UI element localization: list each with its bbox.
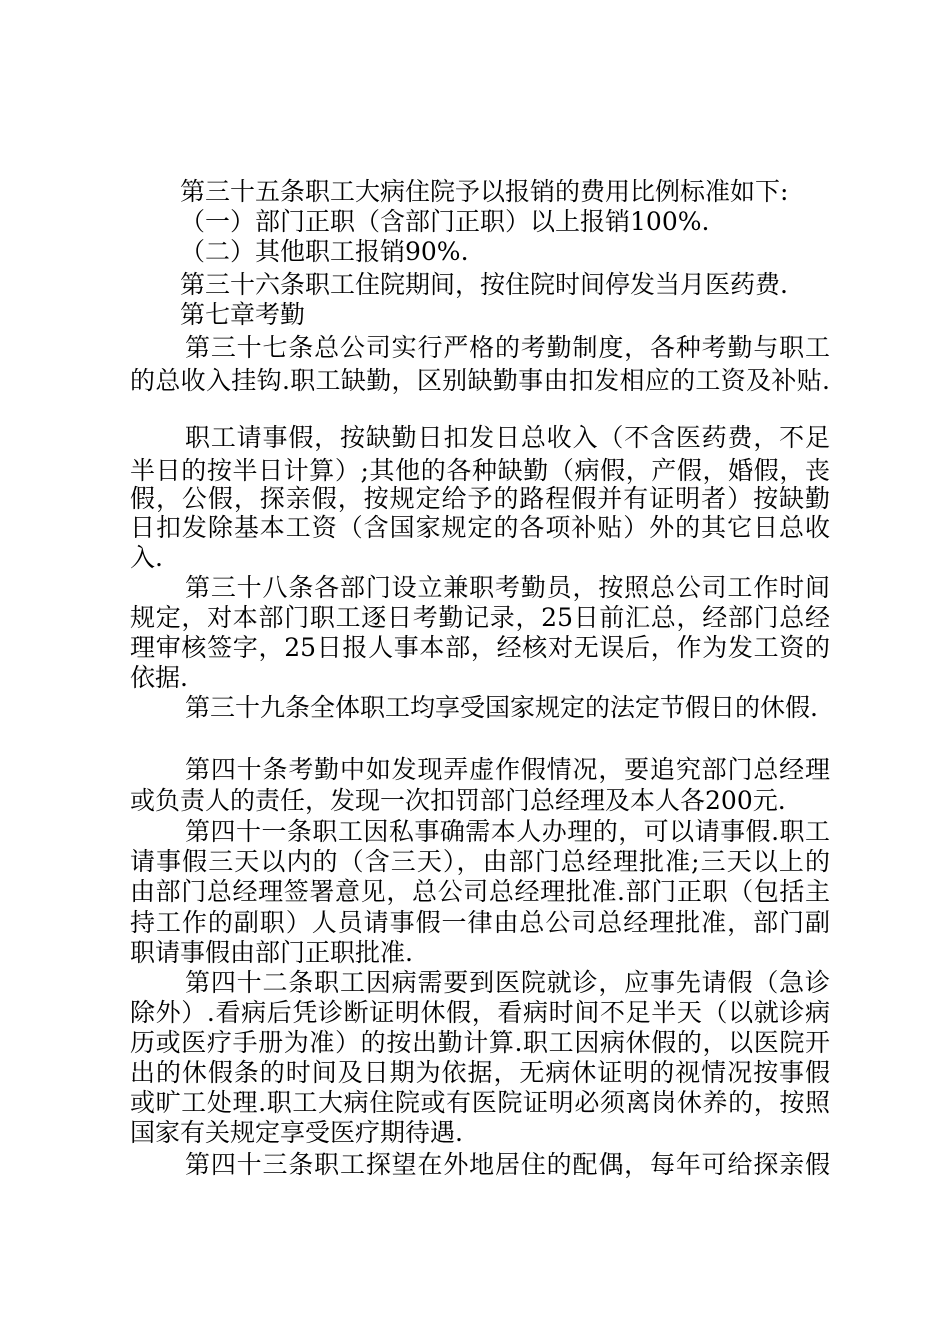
text-line-11: 日扣发除基本工资（含国家规定的各项补贴）外的其它日总收: [130, 513, 830, 542]
text-line-7: 的总收入挂钩.职工缺勤，区别缺勤事由扣发相应的工资及补贴.: [130, 366, 830, 395]
text-line-19: 或负责人的责任，发现一次扣罚部门总经理及本人各200元.: [130, 786, 786, 815]
text-line-24: 职请事假由部门正职批准.: [130, 938, 413, 967]
chapter-heading: 第七章考勤: [180, 300, 306, 329]
text-line-27: 历或医疗手册为准）的按出勤计算.职工因病休假的，以医院开: [130, 1028, 830, 1057]
text-line-28: 出的休假条的时间及日期为依据，无病休证明的视情况按事假: [130, 1058, 830, 1087]
text-line-31: 第四十三条职工探望在外地居住的配偶，每年可给探亲假: [185, 1150, 830, 1179]
text-line-13: 第三十八条各部门设立兼职考勤员，按照总公司工作时间: [185, 573, 830, 602]
text-line-15: 理审核签字，25日报人事本部，经核对无误后，作为发工资的: [130, 633, 830, 662]
text-line-6: 第三十七条总公司实行严格的考勤制度，各种考勤与职工: [185, 333, 830, 362]
text-line-29: 或旷工处理.职工大病住院或有医院证明必须离岗休养的，按照: [130, 1088, 830, 1117]
text-line-10: 假，公假，探亲假，按规定给予的路程假并有证明者）按缺勤: [130, 484, 830, 513]
text-line-14: 规定，对本部门职工逐日考勤记录，25日前汇总，经部门总经: [130, 603, 830, 632]
text-line-8: 职工请事假，按缺勤日扣发日总收入（不含医药费，不足: [185, 423, 830, 452]
text-line-4: 第三十六条职工住院期间，按住院时间停发当月医药费.: [180, 270, 788, 299]
text-line-2: （一）部门正职（含部门正职）以上报销100%.: [180, 207, 710, 236]
text-line-23: 持工作的副职）人员请事假一律由总公司总经理批准，部门副: [130, 908, 830, 937]
text-line-16: 依据.: [130, 663, 188, 692]
text-line-18: 第四十条考勤中如发现弄虚作假情况，要追究部门总经理: [185, 755, 830, 784]
text-line-22: 由部门总经理签署意见，总公司总经理批准.部门正职（包括主: [130, 877, 830, 906]
text-line-9: 半日的按半日计算）;其他的各种缺勤（病假，产假，婚假，丧: [130, 456, 830, 485]
text-line-17: 第三十九条全体职工均享受国家规定的法定节假日的休假.: [185, 693, 818, 722]
text-line-30: 国家有关规定享受医疗期待遇.: [130, 1118, 463, 1147]
text-line-3: （二）其他职工报销90%.: [180, 237, 469, 266]
text-line-12: 入.: [130, 543, 163, 572]
text-line-1: 第三十五条职工大病住院予以报销的费用比例标准如下:: [180, 177, 789, 206]
text-line-21: 请事假三天以内的（含三天），由部门总经理批准;三天以上的: [130, 847, 830, 876]
text-line-26: 除外）.看病后凭诊断证明休假，看病时间不足半天（以就诊病: [130, 998, 830, 1027]
text-line-25: 第四十二条职工因病需要到医院就诊，应事先请假（急诊: [185, 968, 830, 997]
text-line-20: 第四十一条职工因私事确需本人办理的，可以请事假.职工: [185, 817, 830, 846]
